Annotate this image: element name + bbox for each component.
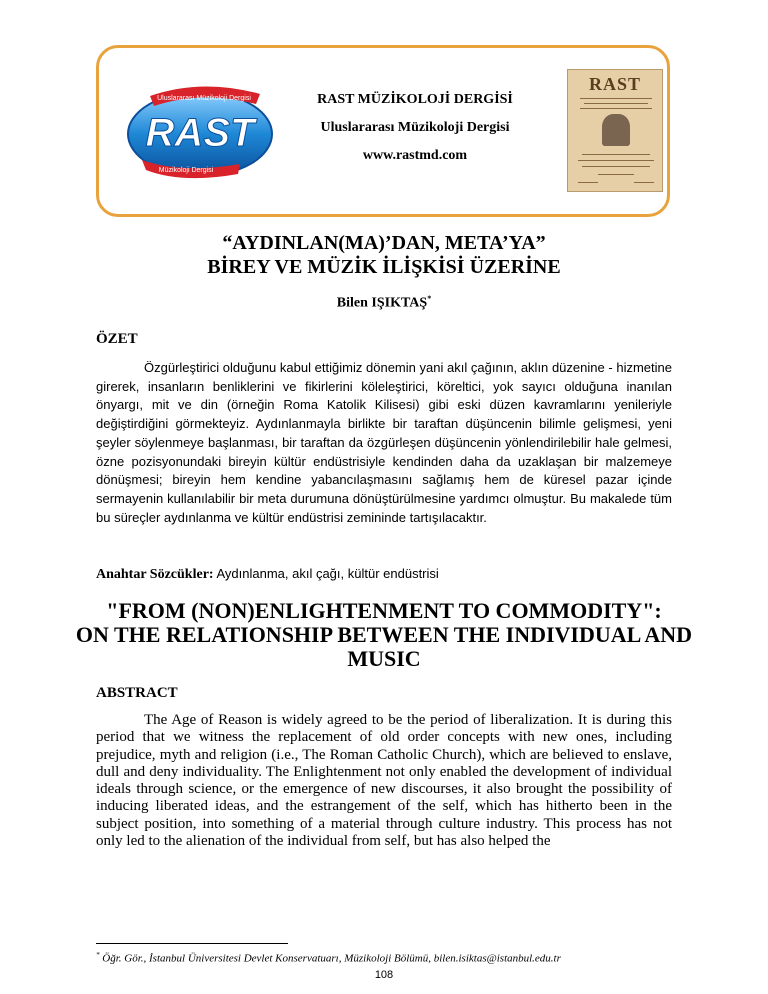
- keywords-value: Aydınlanma, akıl çağı, kültür endüstrisi: [213, 566, 439, 581]
- author: [0, 294, 768, 312]
- footnote-rule: [96, 943, 288, 944]
- keywords-label: Anahtar Sözcükler:: [96, 567, 214, 582]
- journal-subtitle: Uluslararası Müzikoloji Dergisi: [320, 120, 510, 135]
- journal-name: RAST MÜZİKOLOJİ DERGİSİ: [317, 92, 513, 107]
- title-en-line3: MUSIC: [347, 646, 421, 671]
- author-name: Bilen IŞIKTAŞ: [336, 295, 428, 311]
- title-en-line2: ON THE RELATIONSHIP BETWEEN THE INDIVIDUAL AND: [75, 622, 693, 647]
- logo-top-banner: Uluslararası Müzikoloji Dergisi: [157, 95, 251, 102]
- ozet-text: Özgürleştirici olduğunu kabul ettiğimiz dönemin yani akıl çağının, aklın düzenine - hizmetine girerek, insanların benliklerini ve fikirlerini köleleştirici, köreltici, yok sayıcı olduğuna inanılan önyargı, mit ve din (örneğin Roma Katolik Kilisesi) gibi eski düzen kavramlarını yenileriyle değiştirdiğini görmekteyiz. Aydınlanmayla birlikte bir taraftan düşüncenin bilimle gelişmesi, yeni şeyler söylenmeye başlanması, bir taraftan da özgürleşen düşüncenin yönlendirilebilir hale gelmesi, özne pozisyonundaki bireyin kültür endüstrisiyle kendinden daha da uzaklaşan bir malzemeye dönüşmesi; bireyin hem kendine yabancılaşmasını sağlamış hem de küresel pazar içinde sermayenin kullanılabilir bir meta durumuna dönüştürülmesine yardımcı olmuştur. Bu makalede tüm bu süreçler aydınlanma ve kültür endüstrisi zemininde tartışılacaktır.: [96, 360, 672, 525]
- footnote: [96, 951, 561, 965]
- keywords: [96, 566, 439, 583]
- journal-url[interactable]: www.rastmd.com: [362, 148, 468, 163]
- page-number: 108: [374, 969, 394, 981]
- title-en-line1: "FROM (NON)ENLIGHTENMENT TO COMMODITY":: [106, 598, 662, 623]
- cover-title: RAST: [588, 74, 641, 94]
- title-en: [60, 599, 708, 671]
- journal-cover-image: [567, 69, 663, 192]
- rast-logo: [122, 74, 278, 186]
- footnote-mark: *: [96, 951, 100, 959]
- abstract-text: The Age of Reason is widely agreed to be the period of liberalization. It is during this period that we witness the replacement of old order concepts with new ones, including prejudice, myth and religion (i.e., The Roman Catholic Church), which are believed to enslave, dull and deny individuality. The Enlightenment not only enabled the development of individual ideals through science, or the emergence of new discourses, it also brought the possibility of inducing liberated ideas, and the estrangement of the self, which has hitherto been in the subject position, into something of a material through culture industry. This process has not only led to the alienation of the individual from self, but has also helped the: [96, 712, 672, 850]
- ozet-paragraph: [96, 359, 672, 527]
- ozet-heading: ÖZET: [96, 331, 138, 347]
- logo-bottom-banner: Müzikoloji Dergisi: [158, 167, 214, 174]
- title-tr-line2: BİREY VE MÜZİK İLİŞKİSİ ÜZERİNE: [207, 256, 561, 278]
- cover-portrait: [602, 114, 630, 146]
- footnote-text: Öğr. Gör., İstanbul Üniversitesi Devlet Konservatuarı, Müzikoloji Bölümü, bilen.isiktas@istanbul.edu.tr: [99, 952, 561, 965]
- journal-info: [290, 86, 540, 170]
- logo-wordmark: RAST: [145, 111, 255, 155]
- abstract-paragraph: [96, 712, 672, 850]
- abstract-heading: ABSTRACT: [96, 685, 178, 701]
- title-tr-line1: “AYDINLAN(MA)’DAN, META’YA”: [222, 232, 546, 254]
- author-footnote-mark: *: [427, 294, 432, 303]
